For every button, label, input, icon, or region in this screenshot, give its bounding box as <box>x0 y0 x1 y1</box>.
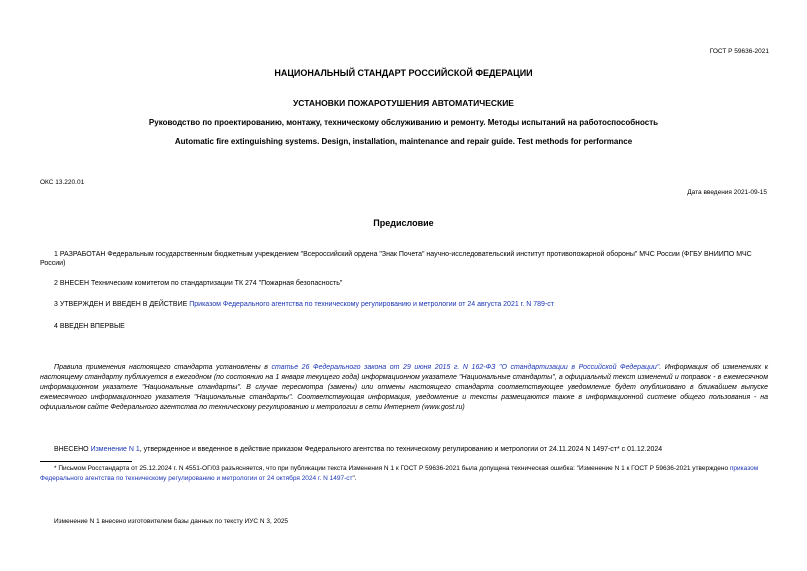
document-code: ГОСТ Р 59636-2021 <box>709 48 769 55</box>
order-link[interactable]: Приказом Федерального агентства по техническому регулированию и метрологии от 24 августа 2021 г. N 789-ст <box>189 301 554 308</box>
standard-subtitle: Руководство по проектированию, монтажу, техническому обслуживанию и ремонту. Методы испытаний на работоспособность <box>148 118 659 127</box>
footnote-order-link[interactable]: приказом Федерального агентства по техническому регулированию и метрологии от 24 октября 2024 г. N 1497-ст <box>40 465 759 482</box>
foreword-item-1: 1 РАЗРАБОТАН Федеральным государственным бюджетным учреждением "Всероссийский ордена "Знак Почета" научно-исследовательский институт противопожарной обороны" МЧС России (ФГБУ ВНИИПО МЧС России) <box>40 251 752 267</box>
footnote-text-start: * Письмом Росстандарта от 25.12.2024 г. N 4551-ОГ/03 разъясняется, что при публикации текста Изменения N 1 к ГОСТ Р 59636-2021 была допущена техническая ошибка: "Изменение N 1 к ГОСТ Р 59636-2021 утверждено <box>54 465 730 472</box>
footnote-text-end: ". <box>352 475 357 482</box>
oks-code: ОКС 13.220.01 <box>40 179 85 186</box>
footer-note: Изменение N 1 внесено изготовителем базы данных по тексту ИУС N 3, 2025 <box>54 518 289 525</box>
foreword-item-2: 2 ВНЕСЕН Техническим комитетом по стандартизации ТК 274 "Пожарная безопасность" <box>54 280 343 287</box>
rules-text-end: . Информация об изменениях к настоящему стандарту публикуется в ежегодном (по состоянию на 1 января текущего года) информационном указателе "Национальные стандарты", а официальный текст изменений и поправок - в ежемесячном информационном указателе "Национальные стандарты". В случае пересмотра (замены) или отмены настоящего стандарта соответствующее уведомление будет опубликовано в ближайшем выпуске ежемесячного информационного указателя "Национальные стандарты". Соответствующая информация, уведомление и тексты размещаются также в информационной системе общего пользования - на официальном сайте Федерального агентства по техническому регулированию и метрологии в сети Интернет (www.gost.ru) <box>40 364 768 411</box>
footnote-divider <box>40 461 132 462</box>
footnote <box>40 464 770 484</box>
amendment-line <box>54 445 662 454</box>
national-standard-title: НАЦИОНАЛЬНЫЙ СТАНДАРТ РОССИЙСКОЙ ФЕДЕРАЦИИ <box>274 68 533 78</box>
rules-text-start: Правила применения настоящего стандарта установлены в <box>54 364 272 371</box>
foreword-item-3-text: 3 УТВЕРЖДЕН И ВВЕДЕН В ДЕЙСТВИЕ <box>54 301 190 308</box>
introduction-date: Дата введения 2021-09-15 <box>687 189 767 196</box>
foreword-item-4: 4 ВВЕДЕН ВПЕРВЫЕ <box>54 323 125 330</box>
rules-paragraph <box>40 363 768 413</box>
english-title: Automatic fire extinguishing systems. Design, installation, maintenance and repair guide. Test methods for performance <box>174 137 633 146</box>
amendment-link[interactable]: Изменение N 1 <box>90 446 140 453</box>
amendment-prefix: ВНЕСЕНО <box>54 446 91 453</box>
amendment-suffix: , утвержденное и введенное в действие приказом Федерального агентства по техническому регулированию и метрологии от 24.11.2024 N 1497-ст* с 01.12.2024 <box>139 446 663 453</box>
foreword-item-3 <box>54 300 554 309</box>
federal-law-link[interactable]: статье 26 Федерального закона от 29 июня 2015 г. N 162-ФЗ "О стандартизации в Российской Федерации" <box>271 364 660 371</box>
foreword-heading: Предисловие <box>373 218 434 228</box>
standard-title: УСТАНОВКИ ПОЖАРОТУШЕНИЯ АВТОМАТИЧЕСКИЕ <box>293 98 514 108</box>
